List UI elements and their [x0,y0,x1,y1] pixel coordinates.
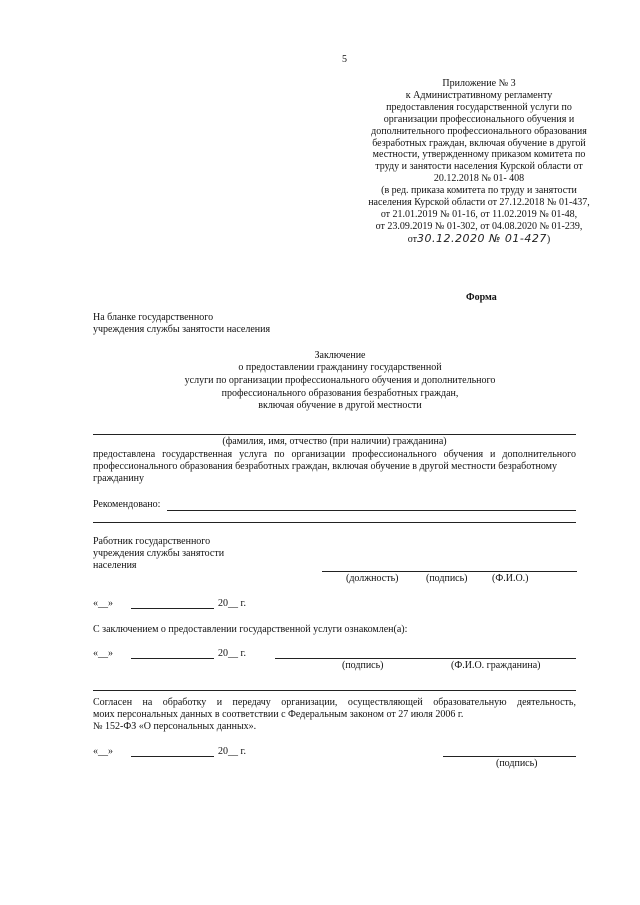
annex-line: от 23.09.2019 № 01-302, от 04.08.2020 № 01-239, [375,220,583,232]
letterhead-line: На бланке государственного [93,312,214,323]
annex-line: предоставления государственной услуги по [386,101,572,113]
form-label: Форма [466,292,497,303]
recommended-line[interactable] [167,510,576,511]
doc-title-line: о предоставлении гражданину государственной [238,362,442,373]
date-year-1: 20__ г. [218,598,246,609]
fio-line[interactable] [93,434,576,435]
page-number: 5 [342,54,347,65]
annex-last-prefix: от [407,233,417,245]
doc-title-line: услуги по организации профессионального обучения и дополнительного [184,375,496,386]
doc-title-line: профессионального образования безработных граждан, [221,388,459,399]
annex-line: Приложение № 3 [442,78,516,89]
body-line: профессионального образования безработных граждан, включая обучение в другой местности безработному [93,461,557,472]
annex-block [345,78,613,246]
annex-last-suffix: ) [546,233,551,245]
worker-line: населения [93,560,137,571]
doc-title: Заключение [314,350,366,361]
date-year-2: 20__ г. [218,648,246,659]
consent-line: № 152-ФЗ «О персональных данных». [93,721,257,732]
annex-line: к Административному регламенту [405,89,553,101]
handwritten-amendment: 30.12.2020 № 01-427 [417,231,547,245]
caption-name: (Ф.И.О.) [492,573,529,584]
letterhead-line: учреждения службы занятости населения [93,324,271,335]
date-open-3: «__» [93,746,113,757]
fio-caption: (фамилия, имя, отчество (при наличии) гражданина) [222,436,447,447]
annex-line: труду и занятости населения Курской области от [375,161,583,173]
annex-line: от 21.01.2019 № 01-16, от 11.02.2019 № 01-48, [380,208,578,220]
date-month-line-2[interactable] [131,658,214,659]
acquainted-caption-name: (Ф.И.О. гражданина) [451,660,541,671]
worker-signature-line[interactable] [322,571,577,572]
annex-line: местности, утвержденному приказом комитета по [372,149,586,161]
body-line: предоставлена государственная услуга по организации профессионального обучения и дополнительного [93,449,576,460]
acquainted-text: С заключением о предоставлении государственной услуги ознакомлен(а): [93,624,408,635]
annex-line-last [345,233,613,246]
recommended-line-2[interactable] [93,522,576,523]
date-year-3: 20__ г. [218,746,246,757]
acquainted-signature-line[interactable] [275,658,576,659]
worker-line: Работник государственного [93,536,211,547]
date-open-2: «__» [93,648,113,659]
caption-signature: (подпись) [426,573,468,584]
separator-line [93,690,576,691]
annex-line: безработных граждан, включая обучение в другой [372,137,586,149]
date-month-line-3[interactable] [131,756,214,757]
acquainted-caption-signature: (подпись) [342,660,384,671]
caption-position: (должность) [346,573,399,584]
final-signature-line[interactable] [443,756,576,757]
consent-line: моих персональных данных в соответствии с Федеральным законом от 27 июля 2006 г. [93,709,464,720]
final-signature-caption: (подпись) [496,758,538,769]
recommended-label: Рекомендовано: [93,499,161,510]
annex-line: населения Курской области от 27.12.2018 № 01-437, [368,197,590,209]
annex-line: организации профессионального обучения и [383,113,575,125]
annex-line: (в ред. приказа комитета по труду и занятости [381,185,577,197]
consent-line: Согласен на обработку и передачу организации, осуществляющей образовательную деятельность, [93,697,576,708]
annex-line: 20.12.2018 № 01- 408 [433,173,525,185]
date-month-line-1[interactable] [131,608,214,609]
date-open-1: «__» [93,598,113,609]
doc-title-line: включая обучение в другой местности [258,400,422,411]
annex-line: дополнительного профессионального образования [371,125,587,137]
body-line: гражданину [93,473,145,484]
worker-line: учреждения службы занятости [93,548,225,559]
